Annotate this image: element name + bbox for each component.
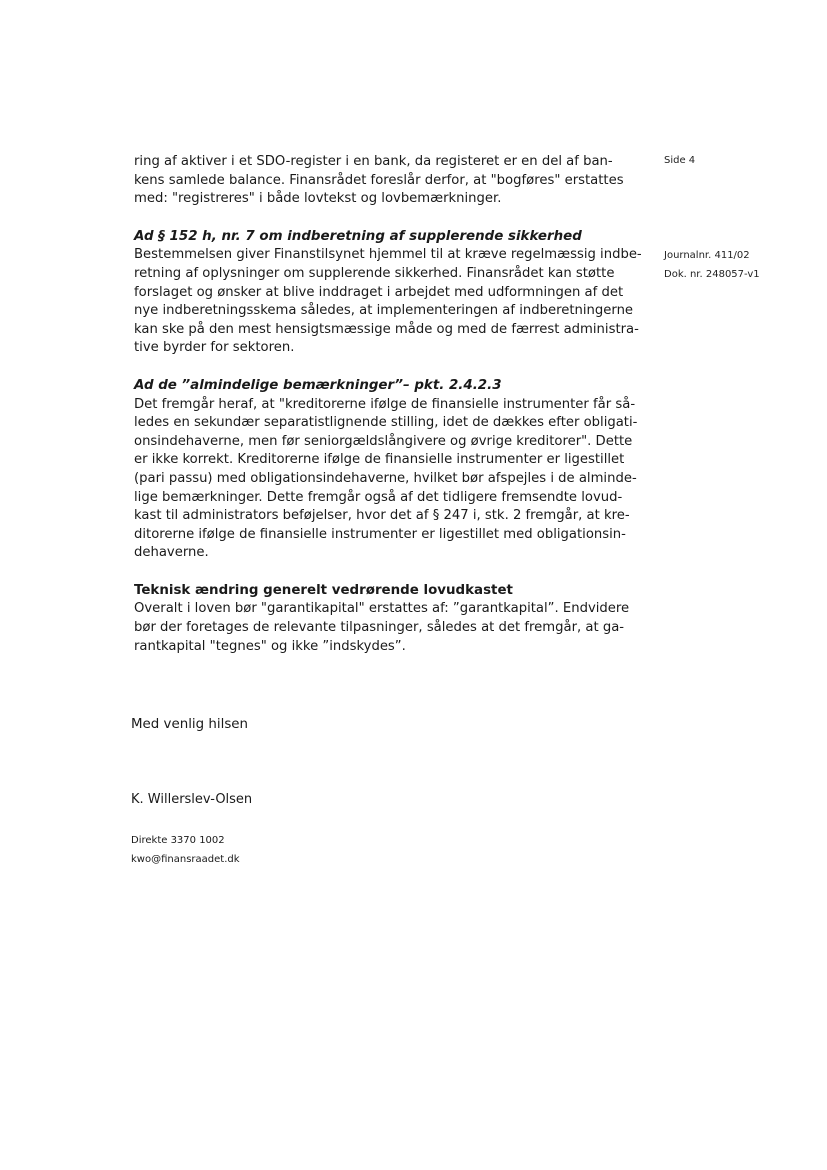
document-number: Dok. nr. 248057-v1 — [664, 269, 760, 280]
paragraph-line: onsindehaverne, men før seniorgældslångivere og øvrige kreditorer". Dette — [134, 433, 633, 449]
paragraph-line: (pari passu) med obligationsindehaverne, hvilket bør afspejles i de alminde- — [134, 470, 637, 486]
paragraph-line: kan ske på den mest hensigtsmæssige måde og med de færrest administra- — [134, 321, 639, 337]
paragraph-line: kens samlede balance. Finansrådet foreslår derfor, at "bogføres" erstattes — [134, 172, 624, 188]
paragraph-line: lige bemærkninger. Dette fremgår også af det tidligere fremsendte lovud- — [134, 489, 623, 505]
paragraph-line: rantkapital "tegnes" og ikke ”indskydes”. — [134, 638, 406, 654]
paragraph-line: ditorerne ifølge de finansielle instrumenter er ligestillet med obligationsin- — [134, 526, 626, 542]
paragraph-line: bør der foretages de relevante tilpasninger, således at det fremgår, at ga- — [134, 620, 625, 636]
paragraph-line: kast til administrators beføjelser, hvor det af § 247 i, stk. 2 fremgår, at kre- — [134, 508, 630, 524]
contact-email[interactable]: kwo@finansraadet.dk — [131, 854, 240, 865]
paragraph-line: Bestemmelsen giver Finanstilsynet hjemmel til at kræve regelmæssig indbe- — [134, 247, 642, 263]
page-number-label: Side 4 — [664, 155, 696, 166]
paragraph-line: dehaverne. — [134, 545, 209, 561]
section-heading-technical-change: Teknisk ændring generelt vedrørende lovudkastet — [134, 582, 513, 598]
direct-phone: Direkte 3370 1002 — [131, 835, 225, 846]
paragraph-line: ring af aktiver i et SDO-register i en bank, da registeret er en del af ban- — [134, 154, 613, 169]
section-paragraph-152h — [134, 246, 642, 358]
paragraph-line: er ikke korrekt. Kreditorerne ifølge de finansielle instrumenter er ligestillet — [134, 452, 625, 468]
section-heading-152h: Ad § 152 h, nr. 7 om indberetning af supplerende sikkerhed — [134, 228, 582, 244]
paragraph-line: med: "registreres" i både lovtekst og lovbemærkninger. — [134, 191, 502, 207]
intro-paragraph — [134, 153, 624, 209]
section-paragraph-general-remarks — [134, 396, 638, 563]
journal-number: Journalnr. 411/02 — [664, 250, 750, 261]
letter-body — [134, 153, 642, 656]
paragraph-line: Det fremgår heraf, at "kreditorerne ifølge de finansielle instrumenter får så- — [134, 396, 636, 412]
paragraph-line: Overalt i loven bør "garantikapital" erstattes af: ”garantkapital”. Endvidere — [134, 601, 630, 617]
paragraph-line: nye indberetningsskema således, at implementeringen af indberetningerne — [134, 303, 634, 319]
section-paragraph-technical-change — [134, 600, 630, 656]
paragraph-line: tive byrder for sektoren. — [134, 340, 295, 356]
paragraph-line: ledes en sekundær separatistlignende stilling, idet de dækkes efter obligati- — [134, 415, 638, 431]
paragraph-line: forslaget og ønsker at blive inddraget i arbejdet med udformningen af det — [134, 284, 624, 300]
signatory-name: K. Willerslev-Olsen — [131, 792, 253, 807]
paragraph-line: retning af oplysninger om supplerende sikkerhed. Finansrådet kan støtte — [134, 265, 615, 281]
closing-greeting: Med venlig hilsen — [131, 717, 249, 732]
section-heading-general-remarks: Ad de ”almindelige bemærkninger”– pkt. 2.4.2.3 — [134, 377, 502, 393]
